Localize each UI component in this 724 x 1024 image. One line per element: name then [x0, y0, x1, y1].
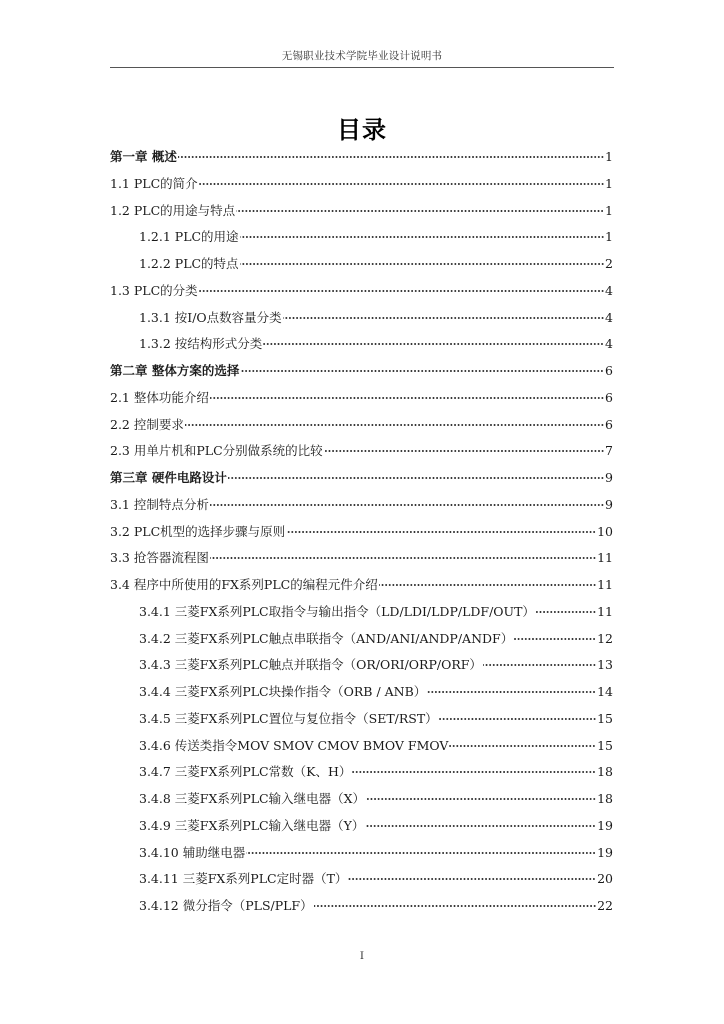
dot-leader: [240, 236, 604, 238]
toc-entry-1-1[interactable]: [110, 174, 613, 201]
dot-leader: [240, 370, 604, 372]
dot-leader: [210, 397, 604, 399]
dot-leader: [352, 771, 596, 773]
toc-entry-label: 2.2 控制要求: [110, 416, 184, 432]
dot-leader: [240, 263, 604, 265]
dot-leader: [178, 156, 604, 158]
toc-entry-3-4-3[interactable]: [110, 655, 613, 682]
toc-entry-label: 3.4.9 三菱FX系列PLC输入继电器（Y）: [139, 817, 365, 833]
toc-entry-3-4-10[interactable]: [110, 843, 613, 870]
toc-entry-page: 6: [605, 363, 613, 378]
toc-entry-label: 1.2.1 PLC的用途: [139, 229, 239, 245]
toc-entry-page: 1: [605, 202, 613, 218]
toc-entry-label: 3.4.11 三菱FX系列PLC定时器（T）: [139, 871, 348, 887]
toc-entry-label: 1.2.2 PLC的特点: [139, 256, 239, 271]
toc-entry-page: 22: [597, 898, 613, 913]
header-divider: [110, 67, 614, 68]
toc-entry-label: 3.4.6 传送类指令MOV SMOV CMOV BMOV FMOV: [139, 737, 449, 753]
toc-entry-page: 12: [597, 630, 613, 646]
toc-entry-page: 10: [597, 523, 613, 539]
toc-entry-label: 3.2 PLC机型的选择步骤与原则: [110, 523, 286, 539]
toc-entry-2-2[interactable]: [110, 415, 613, 442]
dot-leader: [427, 691, 596, 693]
toc-entry-label: 3.3 抢答器流程图: [110, 550, 209, 566]
toc-entry-1-3-2[interactable]: [110, 334, 613, 361]
dot-leader: [483, 664, 596, 666]
toc-entry-page: 6: [605, 416, 613, 432]
toc-entry-1-3[interactable]: [110, 281, 613, 308]
toc-entry-page: 15: [597, 737, 613, 753]
dot-leader: [366, 798, 596, 800]
toc-entry-1-2-1[interactable]: [110, 227, 613, 254]
table-of-contents: [110, 147, 613, 923]
toc-entry-page: 20: [597, 871, 613, 887]
dot-leader: [246, 852, 596, 854]
toc-entry-label: 1.3 PLC的分类: [110, 282, 198, 298]
toc-entry-3-4-9[interactable]: [110, 816, 613, 843]
dot-leader: [263, 343, 604, 345]
toc-entry-3-4-12[interactable]: [110, 896, 613, 923]
toc-entry-page: 11: [597, 577, 613, 592]
toc-entry-label: 第三章 硬件电路设计: [110, 470, 227, 485]
toc-entry-label: 3.4 程序中所使用的FX系列PLC的编程元件介绍: [110, 577, 378, 592]
toc-entry-label: 1.1 PLC的简介: [110, 175, 198, 191]
toc-entry-3-3[interactable]: [110, 548, 613, 575]
toc-entry-page: 4: [605, 336, 613, 352]
dot-leader: [365, 825, 596, 827]
toc-entry-page: 19: [597, 817, 613, 833]
toc-entry-3-1[interactable]: [110, 495, 613, 522]
toc-entry-1-2[interactable]: [110, 201, 613, 228]
toc-entry-page: 9: [605, 470, 613, 485]
toc-entry-3-4-5[interactable]: [110, 709, 613, 736]
toc-entry-label: 3.4.3 三菱FX系列PLC触点并联指令（OR/ORI/ORP/ORF）: [139, 657, 482, 673]
dot-leader: [199, 183, 604, 185]
toc-entry-2-1[interactable]: [110, 388, 613, 415]
toc-entry-page: 6: [605, 389, 613, 405]
toc-entry-2-3[interactable]: [110, 441, 613, 468]
toc-entry-page: 4: [605, 309, 613, 325]
dot-leader: [236, 210, 604, 212]
toc-entry-label: 2.3 用单片机和PLC分别做系统的比较: [110, 443, 323, 459]
toc-entry-label: 3.4.12 微分指令（PLS/PLF）: [139, 898, 313, 913]
toc-entry-page: 4: [605, 282, 613, 298]
toc-title: 目录: [337, 116, 387, 144]
dot-leader: [228, 477, 604, 479]
page-number: I: [359, 950, 365, 962]
toc-entry-3-4-2[interactable]: [110, 629, 613, 656]
toc-entry-label: 3.4.1 三菱FX系列PLC取指令与输出指令（LD/LDI/LDP/LDF/OUT）: [139, 603, 535, 619]
toc-entry-1-2-2[interactable]: [110, 254, 613, 281]
toc-entry-label: 第一章 概述: [110, 149, 177, 164]
dot-leader: [283, 317, 604, 319]
toc-entry-chapter-2[interactable]: [110, 361, 613, 388]
dot-leader: [199, 290, 604, 292]
toc-entry-page: 19: [597, 844, 613, 860]
toc-entry-page: 14: [597, 684, 613, 699]
toc-entry-label: 第二章 整体方案的选择: [110, 363, 240, 378]
toc-entry-page: 18: [597, 791, 613, 806]
dot-leader: [348, 878, 596, 880]
toc-entry-3-4-8[interactable]: [110, 789, 613, 816]
toc-entry-label: 3.4.5 三菱FX系列PLC置位与复位指令（SET/RST）: [139, 710, 438, 726]
toc-entry-page: 1: [605, 175, 613, 191]
dot-leader: [314, 905, 596, 907]
toc-entry-label: 3.1 控制特点分析: [110, 496, 209, 512]
dot-leader: [210, 557, 596, 559]
dot-leader: [449, 745, 596, 747]
toc-entry-3-4-1[interactable]: [110, 602, 613, 629]
dot-leader: [185, 424, 604, 426]
dot-leader: [324, 450, 604, 452]
toc-entry-3-4-4[interactable]: [110, 682, 613, 709]
toc-entry-label: 1.3.1 按I/O点数容量分类: [139, 309, 282, 325]
toc-entry-chapter-1[interactable]: [110, 147, 613, 174]
toc-entry-page: 13: [597, 657, 613, 673]
dot-leader: [536, 611, 596, 613]
toc-entry-page: 18: [597, 764, 613, 780]
dot-leader: [439, 718, 596, 720]
dot-leader: [379, 584, 596, 586]
dot-leader: [286, 531, 596, 533]
toc-entry-3-2[interactable]: [110, 522, 613, 549]
toc-entry-page: 11: [597, 550, 613, 566]
toc-entry-label: 3.4.7 三菱FX系列PLC常数（K、H）: [139, 764, 352, 780]
toc-entry-3-4-11[interactable]: [110, 869, 613, 896]
toc-entry-label: 2.1 整体功能介绍: [110, 389, 209, 405]
toc-entry-label: 3.4.8 三菱FX系列PLC输入继电器（X）: [139, 791, 366, 806]
toc-entry-label: 3.4.10 辅助继电器: [139, 844, 246, 860]
toc-entry-3-4-7[interactable]: [110, 762, 613, 789]
toc-entry-label: 3.4.4 三菱FX系列PLC块操作指令（ORB / ANB）: [139, 684, 427, 699]
toc-entry-page: 7: [605, 443, 613, 459]
running-header: 无锡职业技术学院毕业设计说明书: [281, 50, 443, 62]
toc-entry-page: 1: [605, 149, 613, 164]
toc-entry-3-4[interactable]: [110, 575, 613, 602]
toc-entry-page: 15: [597, 710, 613, 726]
toc-entry-label: 1.2 PLC的用途与特点: [110, 202, 236, 218]
dot-leader: [210, 504, 604, 506]
toc-entry-page: 2: [605, 256, 613, 271]
dot-leader: [514, 638, 596, 640]
toc-entry-page: 1: [605, 229, 613, 245]
toc-entry-page: 9: [605, 496, 613, 512]
toc-entry-label: 1.3.2 按结构形式分类: [139, 336, 263, 352]
toc-entry-chapter-3[interactable]: [110, 468, 613, 495]
toc-entry-label: 3.4.2 三菱FX系列PLC触点串联指令（AND/ANI/ANDP/ANDF）: [139, 630, 514, 646]
toc-entry-1-3-1[interactable]: [110, 308, 613, 335]
toc-entry-3-4-6[interactable]: [110, 736, 613, 763]
toc-entry-page: 11: [597, 603, 613, 619]
